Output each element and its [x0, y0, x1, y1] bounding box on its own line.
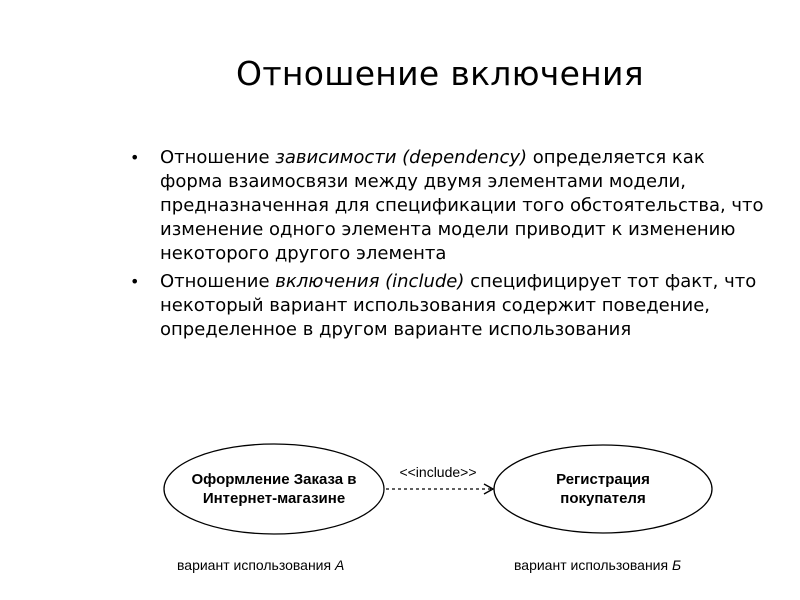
- bullet-prefix: Отношение: [160, 271, 276, 292]
- caption-a-letter: А: [334, 557, 345, 573]
- use-case-a-line1: Оформление Заказа в: [191, 471, 357, 488]
- use-case-b-line1: Регистрация: [556, 471, 650, 488]
- bullet-text: определяется как форма взаимосвязи между двумя элементами модели, предназначенная для спецификации того обстоятельства, что изменение одного элемента модели приводит к изменению некоторого другого элемента: [160, 147, 764, 264]
- bullet-term: включения (include): [275, 271, 465, 292]
- bullet-prefix: Отношение: [160, 147, 276, 168]
- caption-use-case-a: [177, 557, 344, 573]
- caption-a-text: вариант использования: [177, 557, 335, 573]
- use-case-b-label: [503, 470, 703, 508]
- bullet-dot-icon: •: [130, 148, 140, 167]
- caption-use-case-b: [514, 557, 681, 573]
- slide-title: Отношение включения: [236, 54, 644, 93]
- use-case-a-label: [174, 470, 374, 508]
- bullet-text: специфицирует тот факт, что некоторый вариант использования содержит поведение, определенное в другом варианте использования: [160, 271, 757, 340]
- use-case-a-line2: Интернет-магазине: [202, 490, 346, 507]
- caption-b-text: вариант использования: [514, 557, 672, 573]
- caption-b-letter: Б: [671, 557, 682, 573]
- bullet-term: зависимости (dependency): [275, 147, 528, 168]
- use-case-b-line2: покупателя: [560, 490, 646, 507]
- include-stereotype-label: <<include>>: [399, 464, 477, 480]
- bullet-dot-icon: •: [130, 272, 140, 291]
